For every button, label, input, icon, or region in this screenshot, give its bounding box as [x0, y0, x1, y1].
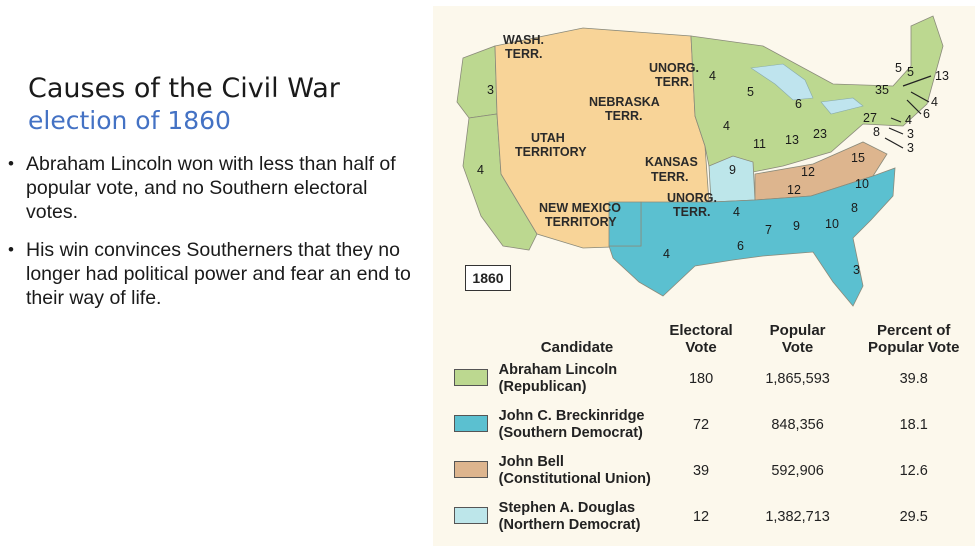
swatch-cell [447, 494, 495, 540]
electoral-number: 35 [875, 83, 889, 97]
bullet-dot-icon: • [8, 240, 14, 259]
electoral-number: 5 [895, 61, 902, 75]
swatch-cell [447, 448, 495, 494]
map-year-label: 1860 [465, 265, 511, 291]
popular-cell: 1,382,713 [765, 509, 830, 525]
header-electoral-line2: Vote [685, 339, 717, 356]
bullet-dot-icon: • [8, 154, 14, 173]
color-swatch [454, 461, 488, 478]
territory-label: TERR. [673, 205, 711, 219]
popular-cell: 1,865,593 [765, 371, 830, 387]
header-percent-line1: Percent of [877, 322, 951, 339]
territory-label: NEW MEXICO [539, 201, 621, 215]
candidate-party: (Southern Democrat) [498, 425, 643, 441]
candidate-name: Stephen A. Douglas [498, 500, 636, 516]
table-row [447, 448, 975, 494]
electoral-cell: 72 [692, 417, 710, 433]
candidate-party: (Northern Democrat) [498, 517, 641, 533]
results-table [447, 322, 975, 540]
electoral-number: 9 [793, 219, 800, 233]
table-header-row [447, 322, 975, 356]
territory-label: WASH. [503, 33, 544, 47]
territory-label: TERR. [655, 75, 693, 89]
electoral-cell: 180 [688, 371, 714, 387]
electoral-cell: 12 [692, 509, 710, 525]
territory-label: TERR. [651, 170, 689, 184]
electoral-number: 4 [709, 69, 716, 83]
electoral-number: 23 [813, 127, 827, 141]
header-popular-line1: Popular [769, 322, 826, 339]
territory-label: UNORG. [649, 61, 699, 75]
territory-label: TERRITORY [545, 215, 617, 229]
electoral-number: 3 [853, 263, 860, 277]
electoral-number: 5 [747, 85, 754, 99]
electoral-number: 4 [723, 119, 730, 133]
electoral-number: 4 [477, 163, 484, 177]
popular-cell: 848,356 [771, 417, 824, 433]
header-popular [743, 322, 853, 356]
territory-label: KANSAS [645, 155, 698, 169]
header-candidate: Candidate [540, 339, 614, 356]
territory-label: UTAH [531, 131, 565, 145]
electoral-number: 27 [863, 111, 877, 125]
header-swatch [447, 322, 495, 356]
electoral-number: 4 [733, 205, 740, 219]
electoral-number: 8 [873, 125, 880, 139]
electoral-number: 3 [487, 83, 494, 97]
electoral-number: 12 [801, 165, 815, 179]
electoral-number: 15 [851, 151, 865, 165]
swatch-cell [447, 402, 495, 448]
slide-subtitle: election of 1860 [28, 106, 231, 135]
electoral-number: 7 [765, 223, 772, 237]
candidate-party: (Constitutional Union) [498, 471, 651, 487]
electoral-number: 5 [907, 65, 914, 79]
territory-label: TERR. [505, 47, 543, 61]
table-row [447, 494, 975, 540]
electoral-number: 8 [851, 201, 858, 215]
slide-title: Causes of the Civil War [28, 73, 340, 104]
electoral-number: 13 [935, 69, 949, 83]
electoral-number: 10 [825, 217, 839, 231]
territory-label: TERRITORY [515, 145, 587, 159]
candidate-name: John Bell [498, 454, 564, 470]
electoral-number: 12 [787, 183, 801, 197]
bullet-text: Abraham Lincoln won with less than half of popular vote, and no Southern electoral votes. [26, 153, 396, 223]
electoral-number: 4 [905, 113, 912, 127]
electoral-number: 11 [753, 137, 766, 151]
table-row [447, 402, 975, 448]
percent-cell: 29.5 [899, 509, 928, 525]
candidate-cell [495, 494, 660, 540]
territory-label: TERR. [605, 109, 643, 123]
bullet-item [8, 152, 418, 224]
candidate-party: (Republican) [498, 379, 587, 395]
candidate-cell [495, 448, 660, 494]
header-percent [852, 322, 975, 356]
table-row [447, 356, 975, 402]
percent-cell: 12.6 [899, 463, 928, 479]
percent-cell: 18.1 [899, 417, 928, 433]
electoral-cell: 39 [692, 463, 710, 479]
color-swatch [454, 415, 488, 432]
electoral-number: 6 [737, 239, 744, 253]
electoral-number: 4 [931, 95, 938, 109]
header-percent-line2: Popular Vote [868, 339, 960, 356]
bullet-list [8, 152, 418, 324]
electoral-number: 6 [795, 97, 802, 111]
candidate-cell [495, 402, 660, 448]
popular-cell: 592,906 [771, 463, 824, 479]
percent-cell: 39.8 [899, 371, 928, 387]
header-electoral [659, 322, 742, 356]
electoral-number: 4 [663, 247, 670, 261]
territory-label: NEBRASKA [589, 95, 660, 109]
candidate-name: John C. Breckinridge [498, 408, 645, 424]
bullet-text: His win convinces Southerners that they no longer had political power and fear an end to their way of life. [26, 239, 411, 309]
electoral-number: 6 [923, 107, 930, 121]
election-map [433, 6, 975, 321]
electoral-number: 10 [855, 177, 869, 191]
electoral-number: 9 [729, 163, 736, 177]
swatch-cell [447, 356, 495, 402]
candidate-cell [495, 356, 660, 402]
bullet-item [8, 238, 418, 310]
candidate-name: Abraham Lincoln [498, 362, 618, 378]
electoral-number: 3 [907, 127, 914, 141]
election-map-panel [433, 6, 975, 546]
color-swatch [454, 369, 488, 386]
territory-label: UNORG. [667, 191, 717, 205]
electoral-number: 3 [907, 141, 914, 155]
header-popular-line2: Vote [781, 339, 814, 356]
color-swatch [454, 507, 488, 524]
header-electoral-line1: Electoral [669, 322, 733, 339]
electoral-number: 13 [785, 133, 799, 147]
